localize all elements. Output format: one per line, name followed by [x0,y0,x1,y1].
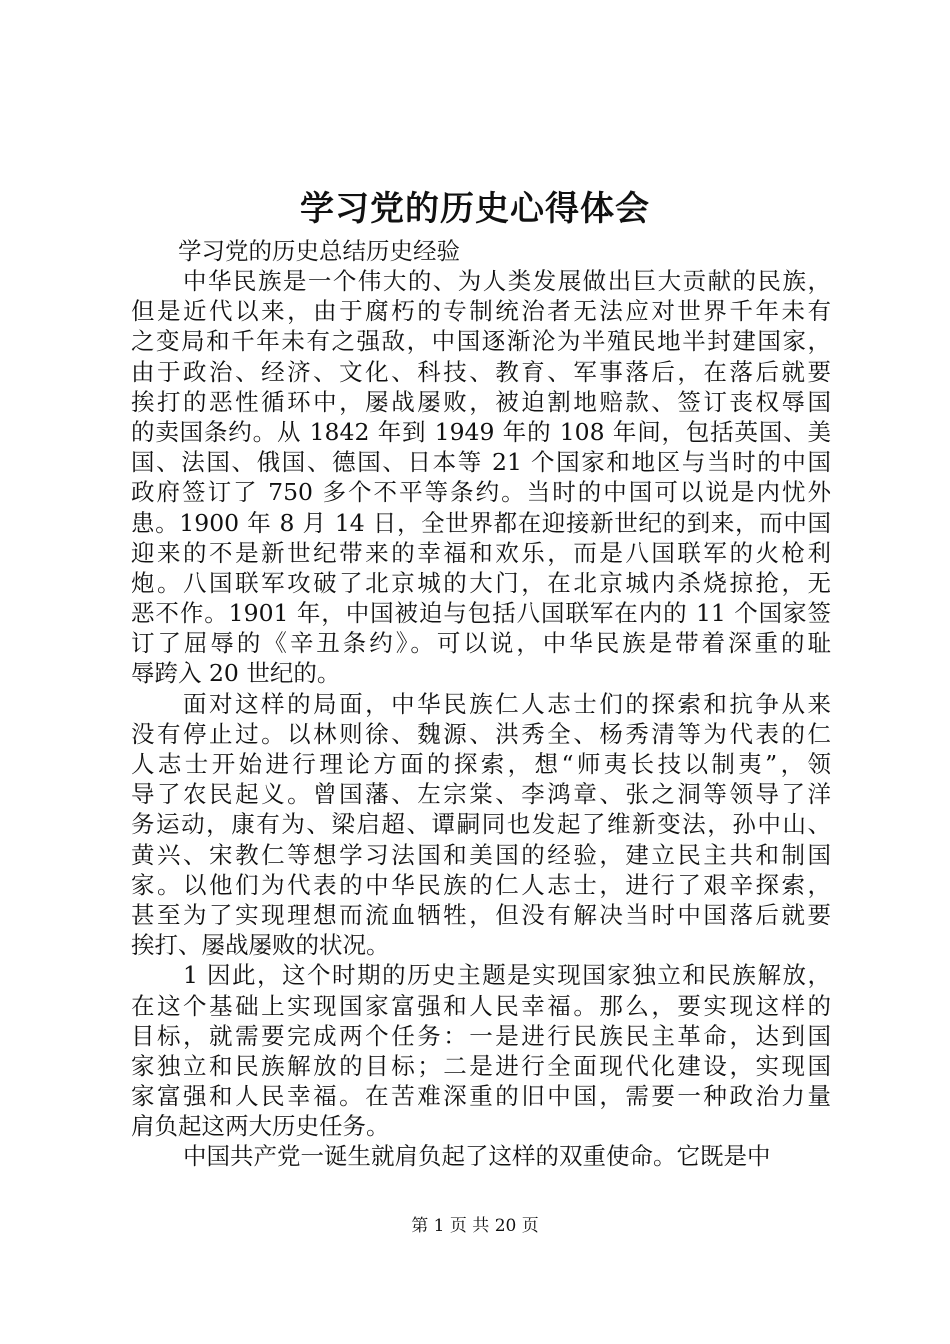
paragraph-line: 面对这样的局面，中华民族仁人志士们的探索和抗争从来 [183,689,831,718]
paragraph [131,960,831,1141]
paragraph-line: 甚至为了实现理想而流血牺牲，但没有解决当时中国落后就要 [131,900,831,929]
paragraph-line: 家富强和人民幸福。在苦难深重的旧中国，需要一种政治力量 [131,1082,831,1111]
paragraph-line: 务运动，康有为、梁启超、谭嗣同也发起了维新变法，孙中山、 [131,810,831,839]
paragraph-line: 挨打的恶性循环中，屡战屡败，被迫割地赔款、签订丧权辱国 [131,387,831,416]
paragraph-line: 政府签订了 750 多个不平等条约。当时的中国可以说是内忧外 [131,478,831,507]
paragraph-line: 但是近代以来，由于腐朽的专制统治者无法应对世界千年未有 [131,297,831,326]
paragraph-line: 中国共产党一诞生就肩负起了这样的双重使命。它既是中 [183,1142,771,1171]
paragraph-line: 黄兴、宋教仁等想学习法国和美国的经验，建立民主共和制国 [131,840,831,869]
paragraph-line: 订了屈辱的《辛丑条约》。可以说，中华民族是带着深重的耻 [131,629,831,658]
paragraph [131,1141,831,1171]
paragraph-line: 中华民族是一个伟大的、为人类发展做出巨大贡献的民族， [183,267,831,295]
paragraph-line: 恶不作。1901 年，中国被迫与包括八国联军在内的 11 个国家签 [131,599,831,628]
paragraph-line: 肩负起这两大历史任务。 [131,1112,390,1141]
paragraph-line: 国、法国、俄国、德国、日本等 21 个国家和地区与当时的中国 [131,448,831,477]
paragraph-line: 1 因此，这个时期的历史主题是实现国家独立和民族解放， [183,961,831,990]
paragraph [131,266,831,689]
paragraph-line: 导了农民起义。曾国藩、左宗棠、李鸿章、张之洞等领导了洋 [131,780,831,809]
paragraph-line: 由于政治、经济、文化、科技、教育、军事落后，在落后就要 [131,357,831,386]
paragraph [131,689,831,961]
document-body [131,236,831,1172]
page-footer: 第 1 页 共 20 页 [411,1216,539,1236]
paragraph-line: 挨打、屡战屡败的状况。 [131,931,390,960]
paragraph-list [131,266,831,1172]
paragraph-line: 目标，就需要完成两个任务：一是进行民族民主革命，达到国 [131,1021,831,1050]
paragraph-line: 炮。八国联军攻破了北京城的大门，在北京城内杀烧掠抢，无 [131,568,831,597]
paragraph-line: 在这个基础上实现国家富强和人民幸福。那么，要实现这样的 [131,991,831,1020]
paragraph-line: 家独立和民族解放的目标；二是进行全面现代化建设，实现国 [131,1051,831,1080]
document-subtitle: 学习党的历史总结历史经验 [178,237,460,265]
paragraph-line: 的卖国条约。从 1842 年到 1949 年的 108 年间，包括英国、美 [131,417,831,446]
paragraph-line: 之变局和千年未有之强敌，中国逐渐沦为半殖民地半封建国家， [131,327,831,356]
paragraph-line: 患。1900 年 8 月 14 日，全世界都在迎接新世纪的到来，而中国 [131,508,831,537]
paragraph-line: 人志士开始进行理论方面的探索，想“师夷长技以制夷”，领 [131,750,831,778]
document-title: 学习党的历史心得体会 [300,189,650,229]
paragraph-line: 家。以他们为代表的中华民族的仁人志士，进行了艰辛探索， [131,870,831,899]
paragraph-line: 辱跨入 20 世纪的。 [131,659,341,688]
paragraph-line: 迎来的不是新世纪带来的幸福和欢乐，而是八国联军的火枪利 [131,538,831,567]
paragraph-line: 没有停止过。以林则徐、魏源、洪秀全、杨秀清等为代表的仁 [131,719,831,748]
